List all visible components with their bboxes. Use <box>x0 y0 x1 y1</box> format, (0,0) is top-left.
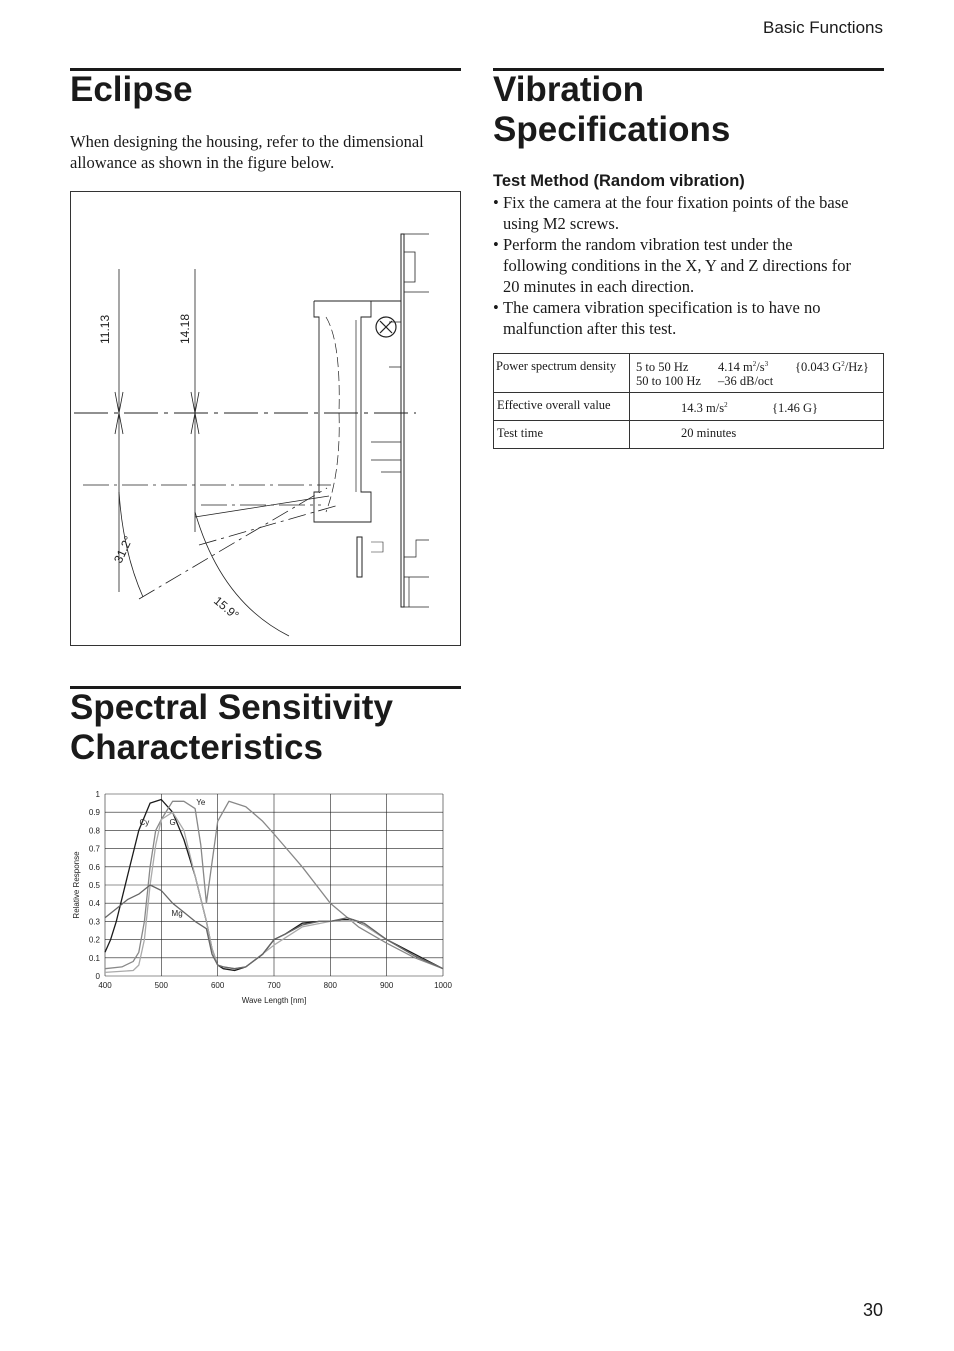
exponent: 2 <box>752 360 757 368</box>
table-cell-label <box>494 421 630 449</box>
angle-label: 15.9° <box>211 593 242 623</box>
y-tick-label: 0.1 <box>88 953 100 963</box>
bullet-line: 20 minutes in each direction. <box>503 277 695 296</box>
y-tick-label: 0.6 <box>88 862 100 872</box>
bullet-line: using M2 screws. <box>503 214 619 233</box>
test-time-value: 20 minutes <box>681 426 737 440</box>
eclipse-intro-line: When designing the housing, refer to the dimensional <box>70 132 424 151</box>
spectral-chart-wrap <box>66 786 466 1016</box>
spectral-chart <box>66 786 466 1016</box>
exponent: 2 <box>841 360 845 368</box>
psd-value <box>718 357 795 374</box>
slope-value: –36 dB/oct <box>718 374 774 388</box>
eclipse-diagram <box>71 192 460 645</box>
y-tick-label: 0.5 <box>88 881 100 890</box>
page-number: 30 <box>862 1300 883 1320</box>
x-tick-label: 600 <box>210 981 225 990</box>
y-tick-label: 1 <box>95 790 100 799</box>
bullet-line: • Fix the camera at the four fixation points of the base <box>503 193 849 212</box>
angle-ray <box>195 496 329 517</box>
angle-label: 31.2° <box>111 533 136 566</box>
exponent: 3 <box>764 360 769 368</box>
table-cell-value <box>630 393 884 421</box>
value-text: 14.3 m/s <box>681 401 725 415</box>
y-tick-label: 0.4 <box>88 899 100 909</box>
frequency-range: 5 to 50 Hz <box>636 360 689 374</box>
table-cell-value <box>630 354 884 393</box>
overall-value <box>681 398 772 415</box>
spectral-title-line: Characteristics <box>70 728 323 767</box>
y-tick-label: 0.7 <box>88 844 100 854</box>
table-row <box>494 393 884 421</box>
housing-outline <box>401 234 404 607</box>
table-label: Effective overall value <box>497 398 611 412</box>
value-text: /s <box>756 360 765 374</box>
value-text: {0.043 G <box>795 360 842 374</box>
psd-alt-value <box>795 360 869 374</box>
x-axis-label: Wave Length [nm] <box>241 996 307 1005</box>
screw-icon <box>380 321 392 333</box>
lens-mount-outline <box>314 301 401 522</box>
psd-row <box>636 357 877 374</box>
value-text: 4.14 m <box>718 360 753 374</box>
value-text: /Hz} <box>844 360 869 374</box>
x-tick-label: 500 <box>154 981 169 990</box>
exponent: 2 <box>724 401 728 409</box>
eclipse-intro-line: allowance as shown in the figure below. <box>70 153 335 172</box>
angle-arc <box>195 512 289 636</box>
vibration-bullet-item <box>493 234 888 297</box>
y-tick-label: 0.9 <box>88 808 100 818</box>
housing-detail <box>404 577 429 607</box>
table-cell-label <box>494 354 630 393</box>
bullet-line: • The camera vibration specification is to have no <box>503 298 821 317</box>
table-label: Test time <box>497 426 543 440</box>
x-tick-label: 400 <box>98 981 112 990</box>
table-cell-value <box>630 421 884 449</box>
table-row <box>494 421 884 449</box>
eclipse-intro <box>70 131 424 173</box>
y-tick-label: 0 <box>95 972 100 981</box>
series-label-cy: Cy <box>139 817 150 827</box>
eclipse-title: Eclipse <box>70 70 193 109</box>
housing-detail <box>389 322 401 367</box>
frequency-range: 50 to 100 Hz <box>636 374 701 388</box>
bullet-line: following conditions in the X, Y and Z directions for <box>503 256 851 275</box>
lens-outline <box>326 317 339 512</box>
header-section-label: Basic Functions <box>763 18 883 37</box>
bullet-line: malfunction after this test. <box>503 319 677 338</box>
vibration-bullet-item <box>493 297 888 339</box>
connector-detail <box>371 542 383 552</box>
eclipse-diagram-frame <box>70 191 461 646</box>
vibration-title-line: Vibration <box>493 70 645 109</box>
table-cell-label <box>494 393 630 421</box>
series-label-g: G <box>169 817 176 827</box>
y-tick-label: 0.3 <box>88 917 100 927</box>
housing-detail <box>371 442 401 472</box>
overall-alt-value: {1.46 G} <box>772 401 819 415</box>
vibration-bullet-list <box>493 192 888 339</box>
spectral-title <box>70 688 393 768</box>
vibration-title-line: Specifications <box>493 110 731 149</box>
x-tick-label: 1000 <box>434 981 452 990</box>
x-tick-label: 800 <box>323 981 338 990</box>
table-row <box>494 354 884 393</box>
series-label-mg: Mg <box>171 908 183 918</box>
y-tick-label: 0.2 <box>88 935 100 945</box>
y-tick-label: 0.8 <box>88 826 100 836</box>
psd-row <box>636 374 877 388</box>
series-label-ye: Ye <box>196 797 206 807</box>
vibration-spec-table <box>493 353 884 449</box>
angle-ray <box>199 505 339 545</box>
vibration-title <box>493 70 730 150</box>
y-axis-label: Relative Response <box>72 851 81 919</box>
x-tick-label: 900 <box>379 981 394 990</box>
table-label: Power spectrum density <box>496 359 617 373</box>
x-tick-label: 700 <box>267 981 281 990</box>
dimension-label: 11.13 <box>98 314 112 344</box>
connector-detail <box>357 537 362 577</box>
vibration-subheading: Test Method (Random vibration) <box>493 172 745 190</box>
housing-outline <box>404 234 429 292</box>
housing-detail <box>404 540 429 557</box>
dimension-label: 14.18 <box>178 313 192 344</box>
bullet-line: • Perform the random vibration test under the <box>503 235 793 254</box>
spectral-title-line: Spectral Sensitivity <box>70 688 393 727</box>
vibration-bullet-item <box>493 192 888 234</box>
